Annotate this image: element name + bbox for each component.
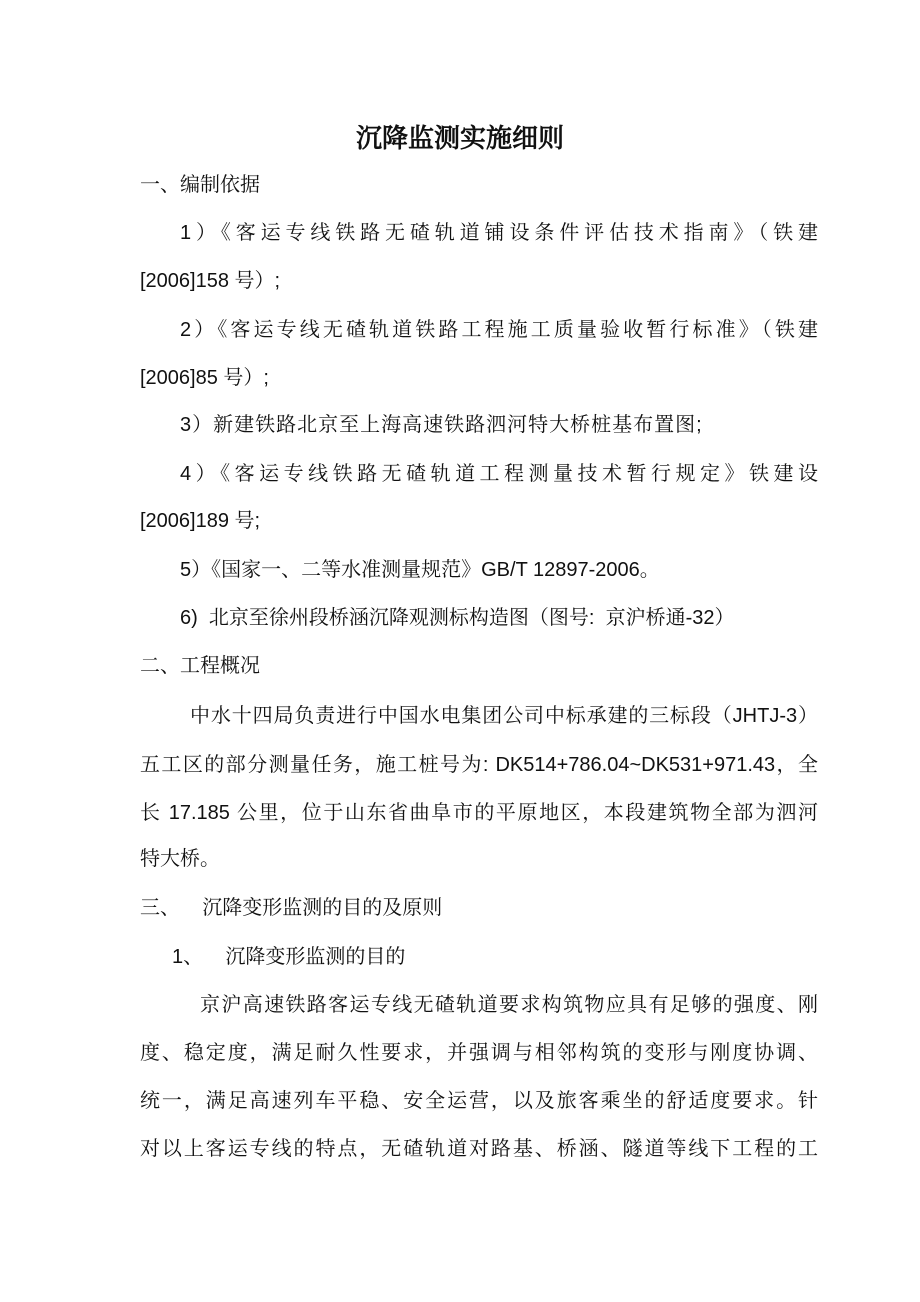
page-title: 沉降监测实施细则 <box>355 123 564 153</box>
reference-item-5: 5）《国家一、二等水准测量规范》GB/T 12897-2006。 <box>180 559 660 581</box>
reference-item-1: 1）《客运专线铁路无碴轨道铺设条件评估技术指南》（铁建 <box>180 222 818 244</box>
section-heading-basis: 一、编制依据 <box>140 174 260 196</box>
overview-line-2: 五工区的部分测量任务，施工桩号为: DK514+786.04~DK531+971.43，全 <box>140 754 818 776</box>
reference-item-4-cont: [2006]189 号; <box>140 510 261 532</box>
reference-item-6: 6) 北京至徐州段桥涵沉降观测标构造图（图号: 京沪桥通-32） <box>180 607 735 629</box>
reference-item-2: 2）《客运专线无碴轨道铁路工程施工质量验收暂行标准》（铁建 <box>180 319 818 341</box>
subsection-heading-purpose: 1、 沉降变形监测的目的 <box>172 946 406 968</box>
overview-line-4: 特大桥。 <box>140 848 220 870</box>
overview-line-1: 中水十四局负责进行中国水电集团公司中标承建的三标段（JHTJ-3） <box>190 705 818 727</box>
reference-item-4: 4）《客运专线铁路无碴轨道工程测量技术暂行规定》铁建设 <box>180 463 818 485</box>
section-heading-purpose: 三、 沉降变形监测的目的及原则 <box>140 897 443 919</box>
purpose-line-4: 对以上客运专线的特点，无碴轨道对路基、桥涵、隧道等线下工程的工 <box>140 1138 818 1160</box>
purpose-line-2: 度、稳定度，满足耐久性要求，并强调与相邻构筑的变形与刚度协调、 <box>140 1042 818 1064</box>
purpose-line-3: 统一，满足高速列车平稳、安全运营，以及旅客乘坐的舒适度要求。针 <box>140 1090 818 1112</box>
purpose-line-1: 京沪高速铁路客运专线无碴轨道要求构筑物应具有足够的强度、刚 <box>200 994 818 1016</box>
reference-item-1-cont: [2006]158 号）; <box>140 270 281 292</box>
overview-line-3: 长 17.185 公里，位于山东省曲阜市的平原地区，本段建筑物全部为泗河 <box>140 802 818 824</box>
reference-item-3: 3）新建铁路北京至上海高速铁路泗河特大桥桩基布置图; <box>180 414 703 436</box>
reference-item-2-cont: [2006]85 号）; <box>140 367 269 389</box>
section-heading-overview: 二、工程概况 <box>140 655 260 677</box>
